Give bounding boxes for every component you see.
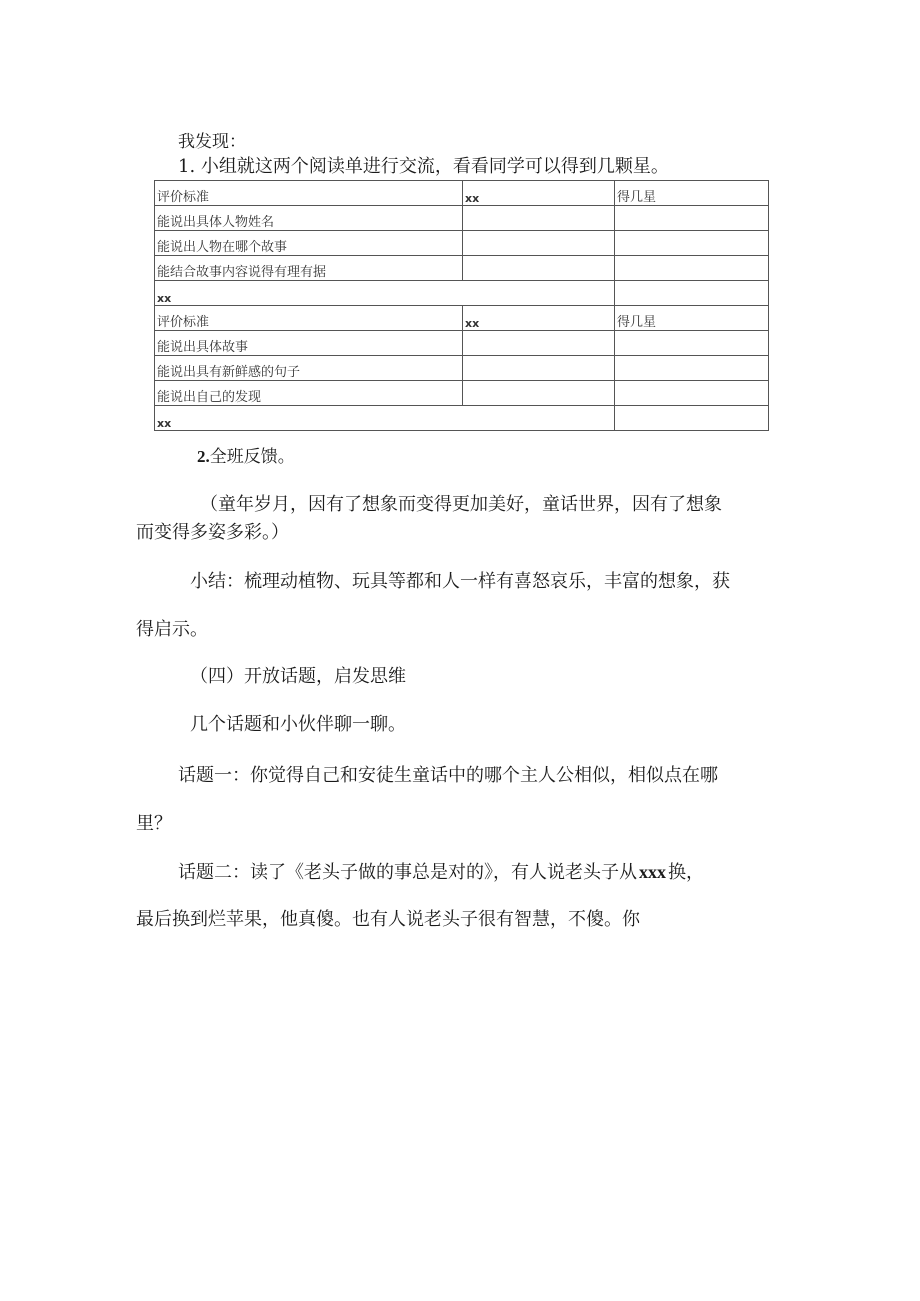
topic-1-line-2: 里？ <box>136 813 172 834</box>
topic-2-text-a: 话题二：读了《老头子做的事总是对的》，有人说老头子从 <box>178 862 637 883</box>
rubric-table-2 <box>154 305 769 431</box>
stars-cell[interactable] <box>615 356 769 381</box>
stars-cell[interactable] <box>615 331 769 356</box>
topic-1-line-1: 话题一：你觉得自己和安徒生童话中的哪个主人公相似，相似点在哪 <box>178 765 718 786</box>
table-footer-row <box>155 281 769 306</box>
table-footer-row <box>155 406 769 431</box>
header-stars: 得几星 <box>615 306 769 331</box>
score-cell[interactable] <box>463 206 615 231</box>
topic-2-line-2: 最后换到烂苹果，他真傻。也有人说老头子很有智慧，不傻。你 <box>136 909 640 930</box>
stars-cell[interactable] <box>615 406 769 431</box>
criteria-cell: 能结合故事内容说得有理有据 <box>155 256 463 281</box>
quote-line-1: （童年岁月，因有了想象而变得更加美好，童话世界，因有了想象 <box>200 494 722 515</box>
stars-cell[interactable] <box>615 281 769 306</box>
table-row <box>155 206 769 231</box>
score-cell[interactable] <box>463 381 615 406</box>
rubric-table-1 <box>154 180 769 306</box>
table-header-row <box>155 306 769 331</box>
score-cell[interactable] <box>463 331 615 356</box>
header-stars: 得几星 <box>615 181 769 206</box>
criteria-cell: 能说出人物在哪个故事 <box>155 231 463 256</box>
topic-2-text-c: 换， <box>668 862 704 883</box>
header-xx: xx <box>463 306 615 331</box>
summary-line-1: 小结：梳理动植物、玩具等都和人一样有喜怒哀乐，丰富的想象，获 <box>190 571 730 592</box>
stars-cell[interactable] <box>615 381 769 406</box>
stars-cell[interactable] <box>615 231 769 256</box>
quote-line-2: 而变得多姿多彩。） <box>136 522 289 543</box>
task-2-text: 全班反馈。 <box>209 447 295 467</box>
table-row <box>155 331 769 356</box>
criteria-cell: 能说出具体人物姓名 <box>155 206 463 231</box>
criteria-cell: 能说出具有新鲜感的句子 <box>155 356 463 381</box>
task-1-instruction: 1. 小组就这两个阅读单进行交流，看看同学可以得到几颗星。 <box>178 156 669 177</box>
table-row <box>155 356 769 381</box>
topics-intro: 几个话题和小伙伴聊一聊。 <box>190 714 406 735</box>
topic-2-line-1 <box>178 861 704 884</box>
table-row <box>155 256 769 281</box>
score-cell[interactable] <box>463 231 615 256</box>
table-row <box>155 381 769 406</box>
score-cell[interactable] <box>463 356 615 381</box>
table-header-row <box>155 181 769 206</box>
footer-xx: xx <box>155 281 615 306</box>
task-2-number: 2. <box>197 447 210 466</box>
header-xx: xx <box>463 181 615 206</box>
header-criteria: 评价标准 <box>155 181 463 206</box>
criteria-cell: 能说出自己的发现 <box>155 381 463 406</box>
topic-2-xxx: xxx <box>639 862 666 882</box>
stars-cell[interactable] <box>615 256 769 281</box>
footer-xx: xx <box>155 406 615 431</box>
task-2 <box>197 446 295 468</box>
criteria-cell: 能说出具体故事 <box>155 331 463 356</box>
score-cell[interactable] <box>463 256 615 281</box>
table-row <box>155 231 769 256</box>
header-criteria: 评价标准 <box>155 306 463 331</box>
stars-cell[interactable] <box>615 206 769 231</box>
section-4-title: （四）开放话题，启发思维 <box>190 666 406 687</box>
summary-line-2: 得启示。 <box>136 619 208 640</box>
intro-heading: 我发现： <box>178 132 246 152</box>
